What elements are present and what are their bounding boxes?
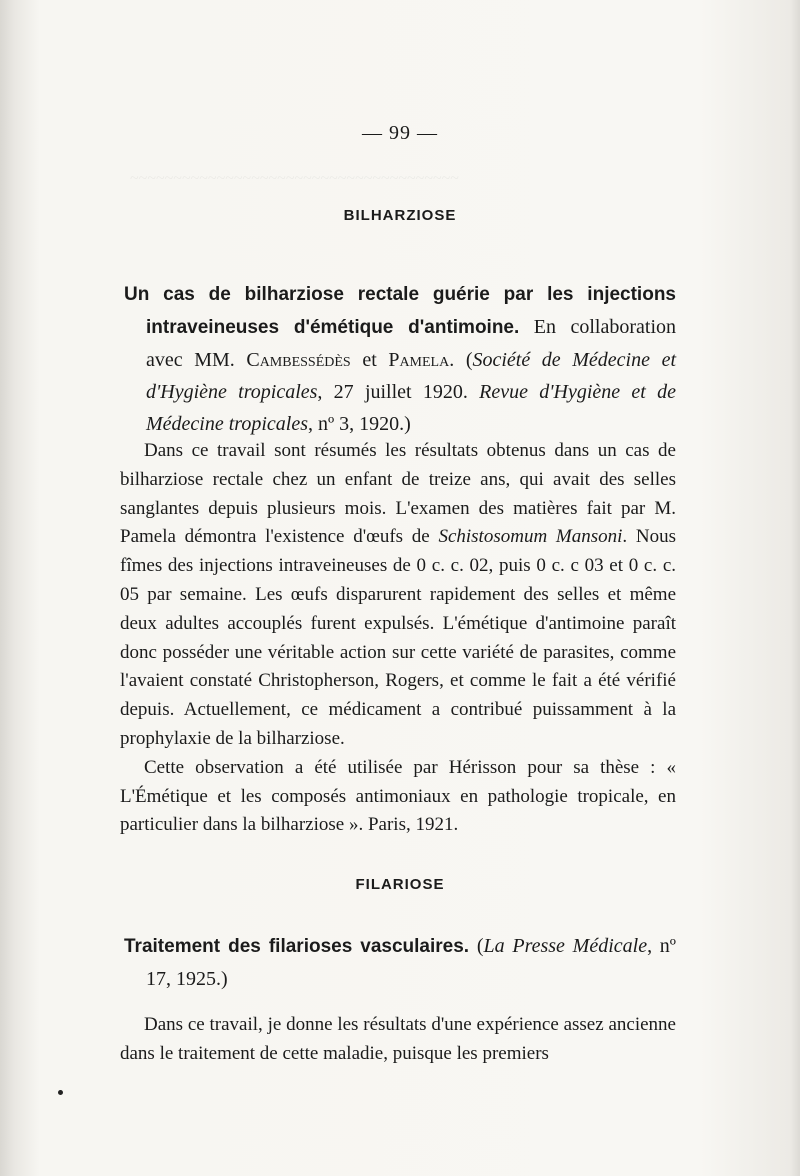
date-presse: , nº 17, 1925.)	[146, 935, 677, 990]
paragraph	[120, 754, 676, 840]
author-cambessedes: Cambessédès	[246, 349, 351, 371]
journal-societe: Société de Médecine et d'Hygiène tropicales	[146, 349, 676, 403]
paragraph-text: Dans ce travail sont résumés les résultats obtenus dans un cas de bilharziose rectale chez un enfant de treize ans, qui avait des selles sanglantes depuis plusieurs mois. L'examen des matières fait par M. Pamela démontra l'existence d'œufs de	[120, 440, 676, 548]
open-paren: (	[465, 349, 473, 371]
bibliography-entry-bilharziose	[124, 278, 676, 440]
paragraph-text: . Nous fîmes des injections intraveineuses de 0 c. c. 02, puis 0 c. c 03 et 0 c. c. 05 par semaine. Les œufs disparurent rapidement des selles et même deux adultes accouplés furent expulsés. L'émétique d'antimoine paraît donc posséder une véritable action sur cette variété de parasites, comme l'avaient constaté Christopherson, Rogers, et comme le fait a été vérifié depuis. Actuellement, ce médicament a contribué puissamment à la prophylaxie de la bilharziose.	[120, 526, 676, 749]
bibliography-entry-filariose	[124, 930, 676, 995]
body-text-filariose	[120, 1011, 676, 1069]
conjunction: et	[362, 349, 377, 371]
collaboration-note: En collaboration avec MM.	[146, 316, 677, 371]
author-pamela: Pamela	[388, 349, 450, 371]
bleed-through-text: ~~~~~~~~~~~~~~~~~~~~~~~~~~~~~~~~~~~~~~	[130, 170, 459, 187]
entry-title: Traitement des filarioses vasculaires.	[124, 936, 470, 957]
date-revue: , nº 3, 1920.)	[307, 413, 411, 435]
paragraph-text: Cette observation a été utilisée par Hérisson pour sa thèse : « L'Émétique et les composés antimoniaux en pathologie tropicale, en particulier dans la bilharziose ». Paris, 1921.	[120, 756, 676, 836]
date-societe: , 27 juillet 1920.	[317, 381, 468, 403]
open-paren: (	[476, 935, 484, 957]
entry-period: .	[449, 349, 455, 371]
paragraph	[120, 437, 676, 754]
section-heading-filariose: FILARIOSE	[355, 876, 445, 893]
entry-text	[124, 278, 676, 440]
paragraph	[120, 1011, 676, 1069]
section-heading-bilharziose: BILHARZIOSE	[343, 207, 457, 224]
journal-revue: Revue d'Hygiène et de Médecine tropicales	[146, 381, 676, 435]
paragraph-text: Dans ce travail, je donne les résultats d'une expérience assez ancienne dans le traitement de cette maladie, puisque les premiers	[120, 1014, 676, 1064]
entry-title: Un cas de bilharziose rectale guérie par les injections intraveineuses d'émétique d'antimoine.	[124, 284, 676, 338]
margin-dot	[58, 1090, 63, 1095]
body-text-bilharziose	[120, 437, 676, 840]
page-number: — 99 —	[362, 122, 438, 144]
entry-text	[124, 930, 676, 995]
journal-presse: La Presse Médicale	[483, 935, 648, 957]
species-name: Schistosomum Mansoni	[438, 526, 623, 548]
